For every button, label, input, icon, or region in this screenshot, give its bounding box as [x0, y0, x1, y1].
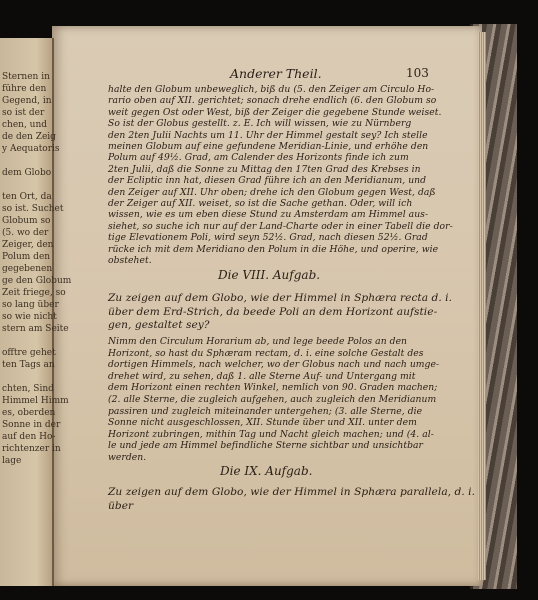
left-page-fragment: ten Ort, da	[2, 192, 52, 202]
text-line-b-1: Nimm den Circulum Horarium ab, und lege beede Polos an den	[108, 336, 408, 347]
heading-aufgabe-9: Die IX. Aufgab.	[220, 464, 313, 478]
problem-8-line-2: über dem Erd-Strich, da beede Poli an dem Horizont aufstie-	[108, 305, 438, 318]
running-head: Anderer Theil.	[230, 66, 322, 81]
problem-8-line-1: Zu zeigen auf dem Globo, wie der Himmel in Sphæra recta d. i.	[108, 292, 453, 304]
text-line-b-4: drehet wird, zu sehen, daß 1. alle Sterne Auf- und Untergang mit	[108, 370, 416, 382]
left-page-fragment: Himmel Himm	[2, 396, 69, 406]
left-page-fragment: führe den	[2, 84, 47, 94]
page-number: 103	[406, 66, 429, 80]
left-page-fragment: ge den Globum	[2, 276, 72, 286]
text-line-10: den Zeiger auf XII. Uhr oben; drehe ich den Globum gegen West, daß	[108, 186, 436, 198]
left-page-fragment: gegebenen	[2, 264, 53, 274]
text-line-b-7: passiren und zugleich miteinander untergehen; (3. alle Sterne, die	[108, 405, 423, 417]
text-line-8: 2ten Julii, daß die Sonne zu Mittag den 17ten Grad des Krebses in	[108, 163, 421, 175]
heading-aufgabe-8: Die VIII. Aufgab.	[218, 268, 321, 282]
left-page-fragment: lage	[2, 456, 22, 466]
left-page-fragment: offtre gehet	[2, 348, 56, 358]
text-line-7: Polum auf 49½. Grad, am Calender des Horizonts finde ich zum	[108, 152, 409, 164]
text-line-16: obstehet.	[108, 255, 152, 266]
text-line-15: rücke ich mit dem Meridiano den Polum in die Höhe, und operire, wie	[108, 243, 439, 255]
text-line-b-3: dortigen Himmels, nach welcher, wo der Globus nach und nach umge-	[108, 359, 440, 371]
left-page-fragment: dem Globo	[2, 168, 52, 178]
text-line-2: rario oben auf XII. gerichtet; sonach drehe endlich (6. den Globum so	[108, 95, 437, 107]
left-page-fragment: Zeit friege, so	[2, 288, 66, 298]
left-page-fragment: so ist. Suchet	[2, 204, 64, 214]
text-line-14: tige Elevationem Poli, wird seyn 52½. Grad, nach diesen 52½. Grad	[108, 232, 428, 244]
text-line-b-11: werden.	[108, 452, 147, 463]
page-edges	[478, 32, 486, 580]
text-line-5: den 2ten Julii Nachts um 11. Uhr der Himmel gestalt sey? Ich stelle	[108, 129, 428, 141]
left-page-fragment: (5. wo der	[2, 228, 49, 238]
left-page-fragment: so wie nicht	[2, 312, 57, 322]
text-line-b-8: Sonne nicht ausgeschlossen, XII. Stunde über und XII. unter dem	[108, 417, 417, 429]
left-page	[0, 38, 72, 586]
left-page-fragment: auf den Ho-	[2, 432, 56, 442]
text-line-13: siehet, so suche ich nur auf der Land-Charte oder in einer Tabell die dor-	[108, 220, 453, 232]
left-page-fragment: chen, und	[2, 120, 48, 130]
left-page-fragment: stern am Seite	[2, 324, 69, 334]
text-line-9: der Ecliptic inn hat, diesen Grad führe ich an den Meridianum, und	[108, 175, 427, 187]
left-page-fragment: chten, Sind	[2, 384, 54, 394]
text-line-1: halte den Globum unbeweglich, biß du (5. den Zeiger am Circulo Ho-	[108, 84, 435, 95]
text-line-b-2: Horizont, so hast du Sphæram rectam, d. i. eine solche Gestalt des	[108, 347, 424, 359]
left-page-fragment: richtenzer in	[2, 444, 61, 454]
left-page-fragment: ten Tags an	[2, 360, 55, 370]
left-page-fragment: Zeiger, den	[2, 240, 54, 250]
problem-8-line-3: gen, gestaltet sey?	[108, 319, 210, 332]
left-page-fragment: Sonne in der	[2, 420, 61, 430]
text-line-b-5: dem Horizont einen rechten Winkel, nemlich von 90. Graden machen;	[108, 382, 438, 394]
left-page-fragment: Globum so	[2, 216, 51, 226]
text-line-b-6: (2. alle Sterne, die zugleich aufgehen, auch zugleich den Meridianum	[108, 394, 437, 405]
problem-9-line-2: über	[108, 499, 134, 512]
problem-9-line-1: Zu zeigen auf dem Globo, wie der Himmel in Sphæra parallela, d. i.	[108, 486, 476, 498]
left-page-fragment: Gegend, in	[2, 96, 52, 106]
text-line-12: wissen, wie es um eben diese Stund zu Amsterdam am Himmel aus-	[108, 209, 429, 221]
text-line-3: weit gegen Ost oder West, biß der Zeiger die gegebene Stunde weiset.	[108, 106, 442, 118]
text-line-b-10: le und jede am Himmel befindliche Sterne sichtbar und unsichtbar	[108, 440, 423, 452]
text-line-b-9: Horizont zubringen, mithin Tag und Nacht gleich machen; und (4. al-	[108, 428, 434, 440]
left-page-fragment: es, oberden	[2, 408, 56, 418]
left-page-fragment: Polum den	[2, 252, 51, 262]
text-line-11: der Zeiger auf XII. weiset, so ist die Sache gethan. Oder, will ich	[108, 198, 413, 209]
left-page-fragment: de den Zeig	[2, 132, 56, 142]
text-line-4: So ist der Globus gestellt. z. E. Ich will wissen, wie zu Nürnberg	[108, 118, 412, 130]
left-page-fragment: y Aequatoris	[2, 144, 60, 154]
left-page-fragment: so ist der	[2, 108, 45, 118]
left-page-fragment: Sternen in	[2, 72, 50, 82]
text-line-6: meinen Globum auf eine gefundene Meridian-Linie, und erhöhe den	[108, 141, 429, 152]
left-page-fragment: so lang über	[2, 300, 59, 310]
